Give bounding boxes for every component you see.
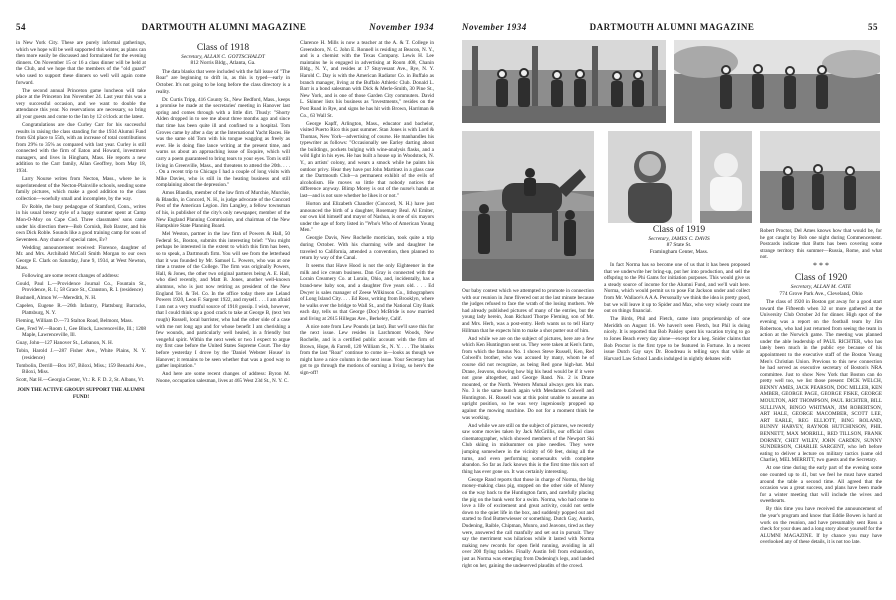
photo-men-with-horse-drawing [462, 131, 594, 281]
paragraph: Wedding announcement received: Florence, daughter of Mr. and Mrs. Archibald McColl Smith Morgan to our own George E. Clark on Saturday, June 9, 1934, at West Newton, Mass. [16, 244, 146, 271]
class-title: Class of 1920 [794, 273, 848, 284]
group-photo-porch-drawing [462, 40, 666, 123]
address-change: Gould, Paul L.—Providence Journal Co., Fountain St., Providence, R. I.; 58 Grace St., Cranston, R. I. (residence) [16, 280, 146, 294]
class-heading-1919 [604, 225, 754, 255]
paragraph: Dr. Curtis Tripp, 416 County St., New Bedford, Mass., keeps a promise he made at the secretaries' meeting in Hanover last spring and comes through with a little dirt. Thusly: "Shorty Alden dropped in to see me about three months ago and since that time has been quite ill and confined to a hospital. Tom Groves came by after a day at the International Yacht Races. He was the same old Tom with his tongue wagging as freely as ever. He is doing fine lance writing at the present time, and warns us about an approaching issue of Esquire, which will carry a poem guaranteed to bring tears to your eyes. Tom is still living in Greenville, Mass., and threatens to attend the 20th. . . . . On a recent trip to Chicago I had a couple of long visits with Mike Davies, who is still in the heating business and still complaining about the depression." [156, 96, 290, 189]
paragraph: It seems that Have Hood is not the only Eighteener in the milk and ice cream business. Dan Gray is connected with the Lorain Creamery Co. at Lorain, Ohio, and, incidentally, has a brand-new baby son, and a daughter five years old. . . . Ed Dwyer is sales manager of Zeese Wilkinson Co., lithographers of Long Island City. . . . Ed Ross, writing from Brooklyn, where he walks over the bridge to Wall St., and the National City Bank each day, tells us that George (Doc) McBride is now married and living at 2615 Hillegas Ave., Berkeley, Calif. [300, 263, 434, 322]
paragraph: Ev Roble, the busy pedagogue of Stamford, Conn., writes in his usual breezy style of a happy summer spent at Camp Mon-O-Moy on Cape Cod. Three classmates' sons came under his direction there—Bob Cornish, Bob Baxter, and his own Dick Roble. Sounds like a good training camp for sons of Seventeen. Any chance of special rates, Ev? [16, 203, 146, 243]
paragraph: Mel Weston, partner in the law firm of Powers & Hall, 50 Federal St., Boston, submits this interesting brief: "You might perhaps be interested in the extent to which this firm has been, so to speak, a Dartmouth firm. You will see from the letterhead that it was founded by Mr. Samuel L. Powers, who was at one time a trustee of the College. The firm was originally Powers, Hall, & Jones, the other two original partners being A. E. Hall, who died recently, and Matt B. Jones, another well-known alumnus, who is just now retiring as president of the New England Tel. & Tel. Co. In the office today there are Leland Powers 1920, Leon F. Sargent 1922, and myself. . . . I am afraid I am not a very trustful source of 1918 gossip. I wish, however, that I could think up a good crack to take at George B, (text 'em rough) Russell, local barrister, who had the other side of a case with me not long ago and for whose benefit I am cherishing a few wounds, and particularly well healed, in a friendly but vengeful spirit. Within the next week or two I expect to argue my first case before the United States Supreme Court. The day before yesterday I drove by the 'Daniel Webster House' in Hanover; it remains to be seen whether that was a good way to gather inspiration." [156, 231, 290, 370]
right-column-1 [462, 288, 594, 592]
paragraph: Georgie Davis, New Rochelle mortician, took quite a trip during October. With his charming wife and daughter he traveled to California, attended a convention, then planned to return by way of the Canal. [300, 235, 434, 262]
photo-baby-drawing [700, 131, 752, 223]
address-change: Tobin, Harold J.—287 Fisher Ave., White Plains, N. Y. (residence) [16, 348, 146, 361]
page-number: 54 [16, 22, 26, 32]
address-change: Guay, John—127 Hanover St., Lebanon, N. H. [16, 340, 114, 347]
group-photo-porch [462, 40, 666, 123]
class-heading-1918 [156, 43, 290, 67]
paragraph: And while we are still on the subject of pictures, we recently saw some movies taken by Jack McGrillis, our official class cinematographer, which showed members of the Newport Ski Club skiing in midsummer on pine needles. They were jumping somewhere in the vicinity of 60 feet, doing all the turns, and even performing somersaults with complete abandon. So far as Jack knows this is the first time this sort of thing has ever gone on. It was certainly interesting. [462, 422, 594, 475]
page-number: 55 [868, 22, 878, 32]
issue-date: November 1934 [369, 22, 434, 32]
class-address: 812 Norris Bldg., Atlanta, Ga. [190, 60, 256, 67]
left-column-1 [16, 40, 146, 592]
right-page-header [448, 22, 896, 36]
right-page [448, 0, 896, 600]
paragraph: The class of 1920 in Boston got away for a good start toward the Fifteenth when 32 or more gathered at the University Club October 2d for dinner. High spot of the evening was a report on the football team by Jim Robertson, who had just returned from seeing the team in action at the Norwich game. The meeting was planned under the able leadership of PAUL RICHTER, who has lately been much in the public eye because of his appointment to the executive staff of the Boston Young Men's Christian Union. Previous to this new connection he had served as executive secretary of Boston's NRA committee. Just to show New York that Boston can do pretty well too, we list those present: DICK WELCH, BENNY AMES, JACK PEARSON, DOC MILLER, KEN AMBER, GEORGE PAGE, GEORGE FISKE, GEORGE MOULTON, ART THOMPSON, PAUL RICHTER, BILL SULLIVAN, BINGO WHITMAN, JIM ROBERTSON, ART HALE, GEORGE MACOMBER, SCOTT LEE, ART EARLE, REG ELLIOTT, BING ROLAND, BUNNY HARVEY, RAYNOR HUTCHINSON, PHIL BENNETT, MAX MORRILL, RED TILLSON, FRANK DORNEY, CHET WILEY, JOHN CARDEN, SUNNY SUNDERSON, CHARLIE SARGENT, who left before eating to deliver a lecture on military tactics (same old Charlie), MEL MERRITT, two guests and the Secretary. [760, 299, 882, 464]
left-column-2 [156, 40, 290, 592]
alumni-fund-slogan: JOIN THE ACTIVE GROUP! SUPPORT THE ALUMNI FUND! [17, 386, 145, 400]
address-change: Fleming, William D.—73 Stalton Road, Belmont, Mass. [16, 317, 133, 324]
paragraph: Larry Nourse writes from Necton, Mass., where he is superintendent of the Necton-Plainville schools, sending some family pictures, which make a good addition to the class collection—woefully small and incomplete, by the way. [16, 176, 146, 202]
address-change: Scott, Nat H.—Georgia Center, Vt.: R. F. D. 2, St. Albans, Vt. [16, 377, 145, 384]
class-address: 774 Grove Park Ave., Cleveland, Ohio [779, 290, 863, 297]
photo-baby [700, 131, 752, 223]
paragraph: And while we are on the subject of pictures, here are a few which Ken Huntington sent us. They were taken at Ken's farm, from which the famous No. 1 shows Steve Russell, Ken, Red Colwell's brother, who was accused by many, whom he of course did not recognize, as being Red gone high-hat. Mal Drane, Jeavons, showing how big his head would be if it were not gone altogether, and George Rand. No. 2 is Drane mounted, or the North. Western Mutual always gets his man. No. 3 is the same bunch again with Mesdames Colwell and Huntington. H. Russell was at this point unable to assume an upright position, so he was very ingeniously propped up against the mowing machine. Do not for a moment think he was working. [462, 335, 594, 421]
left-page-header [0, 22, 448, 36]
class-address: Framingham Center, Mass. [649, 248, 709, 255]
paragraph: Congratulations are due Curley Carr for his successful results in raising the class standing for the 1934 Alumni Fund from 62d place to 55th, with an increase of total contributions from 29% to 35% as compared with last year. Curley is still connected with the firm of Eaton and Howard, investment managers, and lives in Hingham, Mass. He reports a new addition to the Carr family, Allan Geoffrey, born May 18, 1934. [16, 121, 146, 175]
class-secretary: Secretary, JAMES C. DAVIS [648, 236, 710, 242]
paragraph: in New York City. These are purely informal gatherings, which we hope will be well supported this winter, as plans can then more easily be discussed and formulated for the evening dinners. On November 15 or 16 a class dinner will be held at the Club, and we hope that the members of the "old guard" who used to support these dinners so well will again come forward. [16, 40, 146, 86]
address-change: Tombolin, Derrill—Box 167, Biloxi, Miss.; 159 Benachi Ave., Biloxi, Miss. [16, 362, 146, 376]
photo-group-field [760, 131, 880, 223]
paragraph: Following are some recent changes of address: [22, 272, 120, 279]
address-change: Capelen, Eugene R.—26th Infantry, Plattsburg Barracks, Plattsburg, N. Y. [16, 303, 146, 316]
class-secretary: Secretary, ALLAN M. CATE [790, 284, 852, 291]
class-heading-1920 [760, 273, 882, 297]
paragraph: At one time during the early part of the evening some one counted up to 41, but we feel he must have started around the table a second time. All agreed that the occasion was a great success, and plans have been made for a winter meeting that will include the wives and sweethearts. [760, 465, 882, 505]
paragraph: George Kapff, Arlington, Mass., educator and bachelor, visited Puerto Rico this past summer. Stan Jones is with Lord & Thomas, New York—advertising of course. He manhandles his typewriter as follows: "Occasionally see Earley darting about the buildings, pockets bulging with wine-analysis flasks, and a wild light in his eyes. He has built a house up in Woodstock, N. Y., an artists' colony, and wears a smock while he paints his outdoor privy. Hear they have put John Martinez in a glass case at the Dartmouth Club—a permanent exhibit of the evils of alcoholism. He moves so little that nobody notices the difference anyway. Blimp Morey is out of the nurse's hands at last—and is not sure whether he likes it or not." [300, 120, 434, 200]
paragraph: In fact Norma has so become one of us that it has been proposed that we underwrite her bring-up, put her into production, and sell the offspring to the Phi Gams for initiation purposes. This would give us a steady source of income for the Alumni Fund, and we'll wait here. Norma, which would permit us to pose Fat Jackson under and collect from Mr. Wallace's A A A. Personally we think the idea is pretty good, but we will leave it up to Spider and Max, who very wisely count me out on things financial. [604, 262, 750, 315]
address-change: Bushnell, Almon W.—Meredith, N. H. [16, 295, 97, 302]
paragraph: By this time you have received the announcement of the year's program and know that Eddie Bowen is hard at work on the reunion, and have presumably sent Ross a check for your dues and a long story about yourself for the ALUMNI MAGAZINE. If by chance you may have overlooked any of these details, it is not too late. [760, 506, 882, 546]
paragraph: Clarence H. Mills is now a teacher at the A. & T. College in Greensboro, N. C. John E. Ronnell is residing at Beacon, N. Y., and is a chemist with the Texas Company. Lewis H. Lee maintains he is engaged in advertising at Room 408, Chanin Bldg., N. Y., and resides at 17 Stuyvesant Ave., Rye, N. Y. Harold C. Day is with the American Radiator Co. in Buffalo as branch manager, living at the Buffalo Athletic Club. Donald L. Barr is a bond salesman with Dick & Merle-Smith, 30 Pine St., New York, and is one of those Garden City commuters. David L. Skinner lists his business as "investments," resides on the Post Road in Rye, and signs he has hit with Brown, Harriman & Co., 63 Wall St. [300, 40, 434, 119]
right-column-3 [760, 228, 882, 592]
magazine-title: DARTMOUTH ALUMNI MAGAZINE [589, 22, 755, 32]
divider-ornament: * * * [813, 261, 829, 271]
right-column-2 [604, 262, 750, 592]
issue-date: November 1934 [462, 22, 527, 32]
class-address: 87 State St. [666, 242, 692, 249]
paragraph: George Rand reports that those in charge of Norma, the big money-making class pig, stopped on the other side of Morey on the way back to the Huntington farm, and carefully placing the pig on the bank went for a swim. Norma, who had come to love a life of excitement and great activity, could not settle down to the quiet life in the box, and suddenly popped out and started to find Butterwiesser or something. Dutch Gay, Austin, Dudening, Raible, Chipman, Munro, and Jeavons, tired as they were, answered the call manfully and set out in pursuit. They say the merriment was hilarious while it lasted with Norma making new records for open field running, avoiding in all over 200 flying tackles. Finally Austin fell from exhaustion, just as Norma was emerging from Dudening's legs, and landed right on her, gaining the undeserved plaudits of the crowd. [462, 476, 594, 569]
paragraph: Robert Proctor, Del Ames knows how that would be, for he got caught by Bob one night during Commencement. Postcards indicate that Butts has been covering some strange territory this summer—Russia, Rome, and what not. [760, 228, 882, 261]
group-photo-farm [674, 40, 880, 123]
paragraph: And here are some recent changes of address: Byron M. Noone, occupation salesman, lives at 465 West 23d St., N. Y. C. [156, 371, 290, 384]
paragraph: Our baby contest which we attempted to promote in connection with our reunion in June flivered out at the last minute because the judges refused to face the wrath of the losing mothers. We had already published pictures of many of the entries, but the young lady herein, Joan Richard Thorpe Fleming, son of Mr. and Mrs. Herb, was a post-entry. Herb wants us to tell Harry Hillman that he expects him to make a shot putter out of him. [462, 288, 594, 334]
group-photo-farm-drawing [674, 40, 880, 123]
paragraph: Horton and Elizabeth Chandler (Concord, N. H.) have just announced the birth of a daughter, Rosemary Beal. Al Emiter, our own kid himself and mayor of Nashua, is one of six mayors under the age of forty listed in "Who's Who of American Young Men." [300, 201, 434, 234]
photo-portrait [608, 131, 692, 223]
photo-portrait-drawing [608, 131, 692, 223]
class-secretary: Secretary, ALLAN C. GOTTSCHALDT [181, 54, 265, 60]
paragraph: The data blanks that were included with the fall issue of "The Roar" are beginning to drift in, as this is typed—early in October. It's not going to be long before the class directory is a reality. [156, 68, 290, 95]
paragraph: Amos Blandin, member of the law firm of Murchie, Murchie, & Blandin, in Concord, N. H., is judge advocate of the Concord Post of the American Legion. Jim Langley, a fellow townsman of his, is publisher of the city's only newspaper, member of the New England Planning Commission, and chairman of the New Hampshire State Planning Board. [156, 190, 290, 230]
address-change: Gee, Fred W.—Room 1, Gee Block, Lawrenceville, Ill.; 1208 Maple, Lawrenceville, Ill. [16, 325, 146, 339]
paragraph: The Birds, Phil and Fletch, came into proprietorship of one Meridith on August 16. We haven't seen Fletch, but Phil is doing nicely. It is reported that Bob Paisley spent his vacation trying to go to Jones Beach every day alone—except for a keg. Snider claims that Bob Proctor is the first type to be featured in Fortune. In a recent issue Dutch Gay says Dr. Boudreau is telling says that while at Harvard Law School Landis indulged in nightly debates with [604, 316, 750, 362]
magazine-title: DARTMOUTH ALUMNI MAGAZINE [141, 22, 307, 32]
class-title: Class of 1918 [196, 43, 250, 53]
photo-men-with-horse [462, 131, 594, 281]
left-column-3 [300, 40, 434, 592]
class-title: Class of 1919 [652, 225, 706, 235]
photo-group-field-drawing [760, 131, 880, 223]
paragraph: The second annual Princeton game luncheon will take place at the Princeton Inn November 24. Last year this was a very successful occasion, and we want to double the attendance this year. No reservations are necessary, so bring all your guests and come to the Inn by 12 o'clock at the latest. [16, 87, 146, 120]
paragraph: A nice note from Lew Pounds (at last). But we'll save this for the next issue. Lew resides in Larchmont Woods, New Rochelle, and is a certified public account with the firm of Brown, Hope, & Farrell, 120 William St., N. Y. . . . The blanks from the last "Roar" continue to come in—looks as though we might have a nice column in the next issue. Your Secretary has got to go through the motions of earning a living, so here's the sign-off! [300, 323, 434, 377]
